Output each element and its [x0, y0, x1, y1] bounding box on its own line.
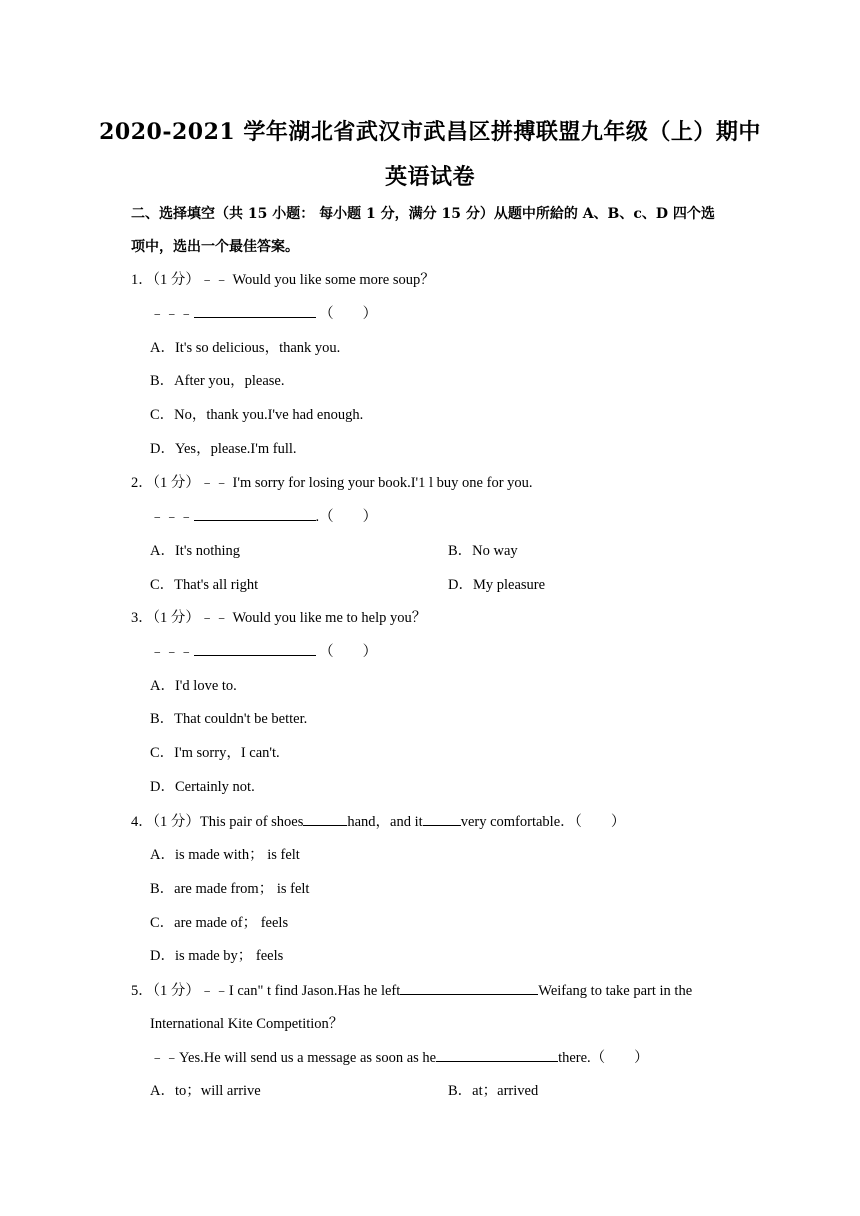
option-a[interactable]: A．I'd love to. [150, 678, 237, 694]
question-stem [131, 811, 625, 832]
question-stem: 1．（1 分）﹣﹣ Would you like some more soup？ [131, 272, 435, 288]
option-a[interactable]: A．It's nothing [150, 543, 241, 559]
answer-blank[interactable] [303, 811, 347, 826]
option-a[interactable]: A．to；will arrive [150, 1083, 261, 1099]
section-heading-continued: 项中，选出一个最佳答案。 [131, 239, 299, 255]
stem-part: very comfortable．（ ） [460, 814, 626, 830]
response-line [150, 641, 377, 662]
option-c[interactable]: C．are made of； feels [150, 915, 289, 931]
option-b[interactable]: B．at；arrived [448, 1083, 539, 1099]
response-prefix: ﹣﹣﹣ [150, 306, 194, 322]
section-heading: 二、选择填空（共 15 小题： 每小题 1 分，满分 15 分）从题中所給的 A、B、c、D 四个选 [131, 206, 715, 222]
option-b[interactable]: B．are made from； is felt [150, 881, 310, 897]
response-suffix: （ ） [319, 644, 378, 660]
response-suffix: （ ） [319, 306, 378, 322]
question-stem-continued: International Kite Competition？ [150, 1016, 344, 1032]
answer-blank[interactable] [194, 641, 316, 656]
stem-part: 5．（1 分）﹣﹣I can" t find Jason.Has he left [131, 983, 401, 999]
option-d[interactable]: D．My pleasure [448, 577, 546, 593]
stem-part: hand，and it [347, 814, 423, 830]
response-line [150, 506, 377, 527]
option-b[interactable]: B．That couldn't be better. [150, 711, 308, 727]
option-b[interactable]: B．No way [448, 543, 518, 559]
response-prefix: ﹣﹣﹣ [150, 509, 194, 525]
response-suffix: .（ ） [315, 509, 378, 525]
response-prefix: ﹣﹣﹣ [150, 644, 194, 660]
response-suffix: there.（ ） [558, 1050, 649, 1066]
option-c[interactable]: C．No，thank you.I've had enough. [150, 407, 364, 423]
answer-blank[interactable] [194, 303, 316, 318]
stem-part: 4．（1 分）This pair of shoes [131, 814, 304, 830]
question-stem: 2．（1 分）﹣﹣ I'm sorry for losing your book.I'1 l buy one for you. [131, 475, 533, 491]
option-a[interactable]: A．is made with； is felt [150, 847, 300, 863]
question-stem [131, 980, 692, 1001]
option-d[interactable]: D．Yes，please.I'm full. [150, 441, 297, 457]
option-d[interactable]: D．Certainly not. [150, 779, 255, 795]
page-subtitle: 英语试卷 [384, 164, 475, 190]
response-line [150, 303, 377, 324]
answer-blank[interactable] [400, 980, 538, 995]
stem-part: Weifang to take part in the [538, 983, 693, 999]
answer-blank[interactable] [423, 811, 461, 826]
option-c[interactable]: C．That's all right [150, 577, 259, 593]
answer-blank[interactable] [436, 1047, 558, 1062]
page-title: 2020-2021 学年湖北省武汉市武昌区拼搏联盟九年级（上）期中 [99, 119, 761, 145]
question-stem: 3．（1 分）﹣﹣ Would you like me to help you？ [131, 610, 427, 626]
response-line [150, 1047, 649, 1068]
response-prefix: ﹣﹣Yes.He will send us a message as soon as he [150, 1050, 437, 1066]
option-b[interactable]: B．After you，please. [150, 373, 285, 389]
answer-blank[interactable] [194, 506, 316, 521]
option-d[interactable]: D．is made by； feels [150, 948, 284, 964]
option-c[interactable]: C．I'm sorry，I can't. [150, 745, 280, 761]
option-a[interactable]: A．It's so delicious，thank you. [150, 340, 341, 356]
